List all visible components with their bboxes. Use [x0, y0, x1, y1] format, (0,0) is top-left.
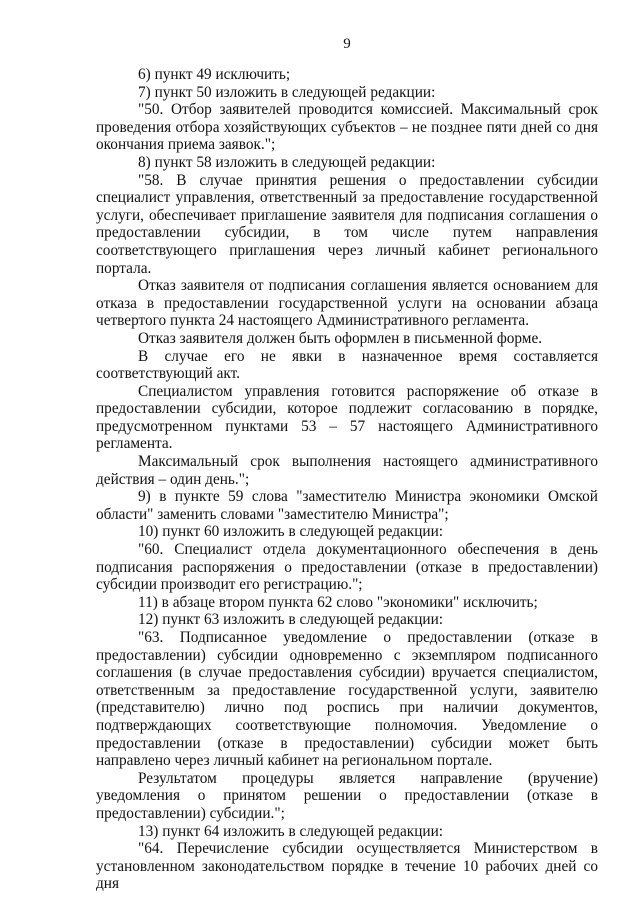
paragraph-item-64-intro: 13) пункт 64 изложить в следующей редакции: — [138, 822, 444, 840]
paragraph-point-58: "58. В случае принятия решения о предоставлении субсидии специалист управления, ответственный за предоставление государственной услуги, обеспечивает приглашение заявителя для подписания соглашения о предоставлении субсидии, в том числе путем направления соответствующего приглашения через личный кабинет регионального портала. — [96, 171, 598, 277]
paragraph-point-64: "64. Перечисление субсидии осуществляется Министерством в установленном законодательством порядке в течение 10 рабочих дней со дня — [96, 840, 598, 893]
paragraph-item-62: 11) в абзаце втором пункта 62 слово "экономики" исключить; — [138, 593, 538, 611]
paragraph-item-50-intro: 7) пункт 50 изложить в следующей редакции: — [138, 83, 436, 101]
document-body — [96, 66, 598, 893]
paragraph-item-58-intro: 8) пункт 58 изложить в следующей редакции: — [138, 153, 436, 171]
paragraph-refusal-signing: Отказ заявителя от подписания соглашения является основанием для отказа в предоставлении государственной услуги на основании абзаца четвертого пункта 24 настоящего Административного регламента. — [96, 277, 598, 330]
paragraph-no-show-act: В случае его не явки в назначенное время составляется соответствующий акт. — [96, 347, 598, 383]
paragraph-refusal-order: Специалистом управления готовится распоряжение об отказе в предоставлении субсидии, которое подлежит согласованию в порядке, предусмотренном пунктами 53 – 57 настоящего Административного регламента. — [96, 382, 598, 453]
paragraph-point-60: "60. Специалист отдела документационного обеспечения в день подписания распоряжения о предоставлении (отказе в предоставлении) субсидии производит его регистрацию."; — [96, 541, 598, 594]
page-number: 9 — [343, 36, 351, 52]
paragraph-point-50: "50. Отбор заявителей проводится комиссией. Максимальный срок проведения отбора хозяйствующих субъектов – не позднее пяти дней со дня окончания приема заявок."; — [96, 101, 598, 154]
paragraph-point-63: "63. Подписанное уведомление о предоставлении (отказе в предоставлении) субсидии одновременно с экземпляром подписанного соглашения (в случае предоставления субсидии) вручается специалистом, ответственным за предоставление государственной услуги, заявителю (представителю) лично под роспись при наличии документов, подтверждающих соответствующие полномочия. Уведомление о предоставлении (отказе в предоставлении) субсидии может быть направлено через личный кабинет на региональном портале. — [96, 629, 598, 770]
paragraph-procedure-result: Результатом процедуры является направление (вручение) уведомления о принятом решении о предоставлении (отказе в предоставлении) субсидии."; — [96, 769, 598, 822]
paragraph-max-term: Максимальный срок выполнения настоящего административного действия – один день."; — [96, 453, 598, 488]
paragraph-item-63-intro: 12) пункт 63 изложить в следующей редакции: — [138, 611, 444, 629]
paragraph-item-49: 6) пункт 49 исключить; — [138, 66, 291, 83]
paragraph-item-60-intro: 10) пункт 60 изложить в следующей редакции: — [138, 523, 444, 541]
paragraph-refusal-written: Отказ заявителя должен быть оформлен в письменной форме. — [138, 329, 543, 347]
paragraph-item-59: 9) в пункте 59 слова "заместителю Министра экономики Омской области" заменить словами "заместителю Министра"; — [96, 488, 598, 523]
